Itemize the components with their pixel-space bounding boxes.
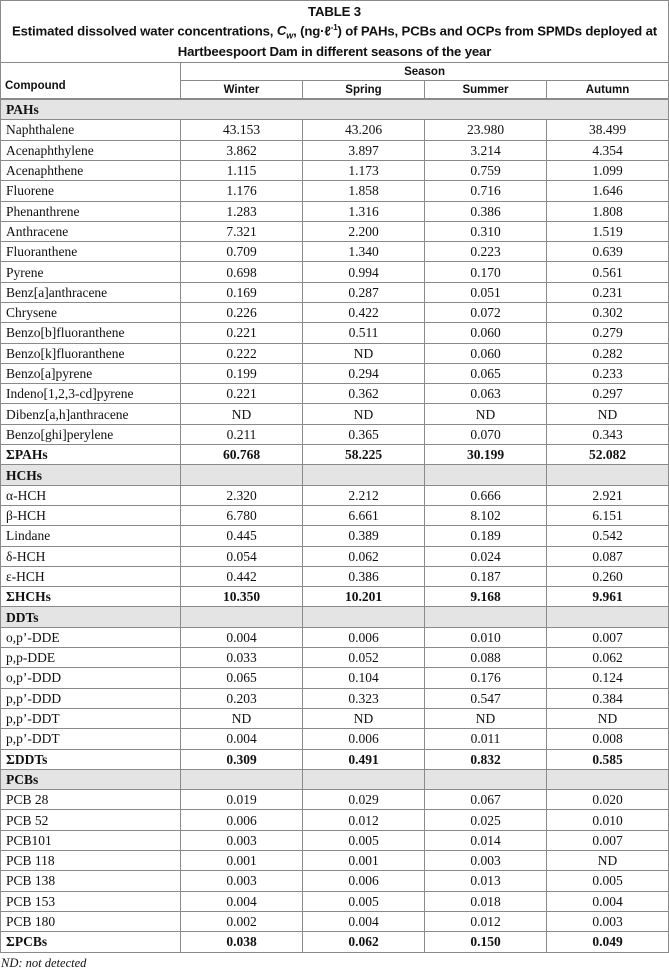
compound-name: PCB 52 bbox=[1, 810, 181, 830]
compound-name: Naphthalene bbox=[1, 120, 181, 140]
section-blank-cell bbox=[181, 465, 303, 485]
value-autumn: 0.004 bbox=[547, 891, 669, 911]
section-row-pcbs bbox=[1, 769, 669, 789]
value-summer: 0.065 bbox=[425, 363, 547, 383]
compound-name: p,p’-DDT bbox=[1, 729, 181, 749]
value-spring: 2.212 bbox=[303, 485, 425, 505]
value-winter: 10.350 bbox=[181, 587, 303, 607]
section-blank-cell bbox=[547, 99, 669, 120]
value-summer: 0.025 bbox=[425, 810, 547, 830]
table-row bbox=[1, 891, 669, 911]
value-summer: 30.199 bbox=[425, 445, 547, 465]
value-autumn: ND bbox=[547, 404, 669, 424]
compound-name: Chrysene bbox=[1, 303, 181, 323]
table-row bbox=[1, 790, 669, 810]
value-winter: 0.019 bbox=[181, 790, 303, 810]
value-spring: ND bbox=[303, 708, 425, 728]
value-autumn: 0.007 bbox=[547, 830, 669, 850]
value-spring: 0.029 bbox=[303, 790, 425, 810]
value-winter: 0.006 bbox=[181, 810, 303, 830]
compound-name: Benzo[k]fluoranthene bbox=[1, 343, 181, 363]
value-winter: 0.004 bbox=[181, 627, 303, 647]
compound-name: δ-HCH bbox=[1, 546, 181, 566]
value-autumn: 0.005 bbox=[547, 871, 669, 891]
value-spring: ND bbox=[303, 404, 425, 424]
value-autumn: 0.585 bbox=[547, 749, 669, 769]
value-autumn: 1.519 bbox=[547, 221, 669, 241]
table-row bbox=[1, 343, 669, 363]
value-autumn: 52.082 bbox=[547, 445, 669, 465]
compound-name: Acenaphthene bbox=[1, 160, 181, 180]
table-row bbox=[1, 282, 669, 302]
table-row bbox=[1, 303, 669, 323]
compound-name: Lindane bbox=[1, 526, 181, 546]
value-spring: 0.062 bbox=[303, 932, 425, 952]
table-row bbox=[1, 505, 669, 525]
value-autumn: 1.808 bbox=[547, 201, 669, 221]
compound-name: ΣPCBs bbox=[1, 932, 181, 952]
value-summer: ND bbox=[425, 404, 547, 424]
header-spring: Spring bbox=[303, 81, 425, 100]
table-row bbox=[1, 851, 669, 871]
value-autumn: 0.049 bbox=[547, 932, 669, 952]
value-winter: 0.698 bbox=[181, 262, 303, 282]
table-row bbox=[1, 485, 669, 505]
value-summer: 23.980 bbox=[425, 120, 547, 140]
value-winter: 0.038 bbox=[181, 932, 303, 952]
value-summer: 0.003 bbox=[425, 851, 547, 871]
value-summer: 0.170 bbox=[425, 262, 547, 282]
value-spring: 1.173 bbox=[303, 160, 425, 180]
value-summer: 0.060 bbox=[425, 343, 547, 363]
value-summer: 0.716 bbox=[425, 181, 547, 201]
value-summer: 0.150 bbox=[425, 932, 547, 952]
section-title: DDTs bbox=[1, 607, 181, 627]
value-winter: 1.283 bbox=[181, 201, 303, 221]
header-autumn: Autumn bbox=[547, 81, 669, 100]
value-autumn: 0.062 bbox=[547, 648, 669, 668]
table-row bbox=[1, 221, 669, 241]
value-spring: 58.225 bbox=[303, 445, 425, 465]
value-autumn: 0.302 bbox=[547, 303, 669, 323]
value-winter: ND bbox=[181, 708, 303, 728]
section-blank-cell bbox=[303, 99, 425, 120]
value-spring: 0.294 bbox=[303, 363, 425, 383]
value-summer: 0.386 bbox=[425, 201, 547, 221]
table-row bbox=[1, 688, 669, 708]
value-winter: 6.780 bbox=[181, 505, 303, 525]
compound-name: o,p’-DDD bbox=[1, 668, 181, 688]
value-winter: 1.115 bbox=[181, 160, 303, 180]
table-row bbox=[1, 424, 669, 444]
table-row bbox=[1, 140, 669, 160]
value-winter: 0.211 bbox=[181, 424, 303, 444]
value-winter: 0.222 bbox=[181, 343, 303, 363]
value-summer: 0.014 bbox=[425, 830, 547, 850]
value-winter: 0.709 bbox=[181, 242, 303, 262]
table-row bbox=[1, 810, 669, 830]
value-autumn: 0.282 bbox=[547, 343, 669, 363]
value-winter: 0.309 bbox=[181, 749, 303, 769]
section-blank-cell bbox=[547, 465, 669, 485]
value-summer: 0.832 bbox=[425, 749, 547, 769]
table-row bbox=[1, 729, 669, 749]
value-spring: 1.858 bbox=[303, 181, 425, 201]
caption-line-2: Hartbeespoort Dam in different seasons of the year bbox=[177, 44, 492, 60]
compound-name: PCB 118 bbox=[1, 851, 181, 871]
value-summer: 3.214 bbox=[425, 140, 547, 160]
table-row bbox=[1, 201, 669, 221]
value-summer: 0.189 bbox=[425, 526, 547, 546]
compound-name: p,p’-DDD bbox=[1, 688, 181, 708]
value-autumn: 0.639 bbox=[547, 242, 669, 262]
section-blank-cell bbox=[425, 607, 547, 627]
value-summer: 8.102 bbox=[425, 505, 547, 525]
value-autumn: ND bbox=[547, 851, 669, 871]
header-summer: Summer bbox=[425, 81, 547, 100]
value-winter: 0.054 bbox=[181, 546, 303, 566]
section-blank-cell bbox=[303, 607, 425, 627]
table-row bbox=[1, 546, 669, 566]
section-blank-cell bbox=[425, 465, 547, 485]
sum-row bbox=[1, 587, 669, 607]
value-winter: 0.065 bbox=[181, 668, 303, 688]
compound-name: PCB 28 bbox=[1, 790, 181, 810]
value-spring: 0.365 bbox=[303, 424, 425, 444]
value-summer: 0.088 bbox=[425, 648, 547, 668]
section-blank-cell bbox=[425, 99, 547, 120]
section-blank-cell bbox=[181, 99, 303, 120]
value-winter: 3.862 bbox=[181, 140, 303, 160]
header-compound: Compound bbox=[1, 63, 181, 100]
section-title: PAHs bbox=[1, 99, 181, 120]
footnote: ND: not detected bbox=[1, 955, 87, 970]
value-autumn: 0.008 bbox=[547, 729, 669, 749]
compound-name: Benzo[a]pyrene bbox=[1, 363, 181, 383]
value-winter: 0.001 bbox=[181, 851, 303, 871]
value-spring: 0.323 bbox=[303, 688, 425, 708]
value-autumn: 0.007 bbox=[547, 627, 669, 647]
value-autumn: 0.124 bbox=[547, 668, 669, 688]
value-summer: 0.010 bbox=[425, 627, 547, 647]
section-blank-cell bbox=[547, 769, 669, 789]
caption-unit-open: , (ng·ℓ bbox=[293, 23, 331, 39]
header-winter: Winter bbox=[181, 81, 303, 100]
value-summer: 0.067 bbox=[425, 790, 547, 810]
value-spring: 0.422 bbox=[303, 303, 425, 323]
value-autumn: 0.010 bbox=[547, 810, 669, 830]
compound-name: Acenaphthylene bbox=[1, 140, 181, 160]
value-spring: 1.340 bbox=[303, 242, 425, 262]
caption-symbol-sub: w bbox=[286, 31, 294, 42]
value-winter: 0.221 bbox=[181, 323, 303, 343]
section-row-hchs bbox=[1, 465, 669, 485]
value-spring: 0.006 bbox=[303, 871, 425, 891]
compound-name: Benzo[b]fluoranthene bbox=[1, 323, 181, 343]
compound-name: ΣDDTs bbox=[1, 749, 181, 769]
value-winter: 43.153 bbox=[181, 120, 303, 140]
value-spring: 0.001 bbox=[303, 851, 425, 871]
value-autumn: 9.961 bbox=[547, 587, 669, 607]
value-winter: 0.169 bbox=[181, 282, 303, 302]
value-autumn: 0.561 bbox=[547, 262, 669, 282]
value-winter: 0.221 bbox=[181, 384, 303, 404]
value-winter: 2.320 bbox=[181, 485, 303, 505]
value-autumn: 1.646 bbox=[547, 181, 669, 201]
table-row bbox=[1, 526, 669, 546]
compound-name: Benzo[ghi]perylene bbox=[1, 424, 181, 444]
compound-name: ΣPAHs bbox=[1, 445, 181, 465]
table-row bbox=[1, 404, 669, 424]
value-winter: 60.768 bbox=[181, 445, 303, 465]
value-summer: ND bbox=[425, 708, 547, 728]
compound-name: Anthracene bbox=[1, 221, 181, 241]
table-row bbox=[1, 120, 669, 140]
section-blank-cell bbox=[181, 769, 303, 789]
sum-row bbox=[1, 749, 669, 769]
table-row bbox=[1, 262, 669, 282]
value-summer: 0.176 bbox=[425, 668, 547, 688]
value-spring: 0.389 bbox=[303, 526, 425, 546]
value-autumn: 0.297 bbox=[547, 384, 669, 404]
compound-name: Phenanthrene bbox=[1, 201, 181, 221]
table-row bbox=[1, 871, 669, 891]
compound-name: p,p-DDE bbox=[1, 648, 181, 668]
value-spring: 0.104 bbox=[303, 668, 425, 688]
compound-name: p,p’-DDT bbox=[1, 708, 181, 728]
value-summer: 0.011 bbox=[425, 729, 547, 749]
section-title: PCBs bbox=[1, 769, 181, 789]
value-winter: 0.442 bbox=[181, 566, 303, 586]
value-summer: 0.223 bbox=[425, 242, 547, 262]
value-spring: 1.316 bbox=[303, 201, 425, 221]
sum-row bbox=[1, 445, 669, 465]
value-spring: 0.062 bbox=[303, 546, 425, 566]
table-row bbox=[1, 160, 669, 180]
table-row bbox=[1, 708, 669, 728]
section-blank-cell bbox=[547, 607, 669, 627]
value-spring: 0.994 bbox=[303, 262, 425, 282]
header-season: Season bbox=[181, 63, 669, 81]
value-spring: 0.287 bbox=[303, 282, 425, 302]
value-summer: 0.070 bbox=[425, 424, 547, 444]
compound-name: β-HCH bbox=[1, 505, 181, 525]
value-summer: 0.051 bbox=[425, 282, 547, 302]
value-summer: 0.063 bbox=[425, 384, 547, 404]
value-summer: 0.013 bbox=[425, 871, 547, 891]
value-summer: 0.310 bbox=[425, 221, 547, 241]
value-spring: 0.012 bbox=[303, 810, 425, 830]
compound-name: PCB 153 bbox=[1, 891, 181, 911]
value-spring: 0.362 bbox=[303, 384, 425, 404]
value-winter: 0.002 bbox=[181, 911, 303, 931]
value-autumn: ND bbox=[547, 708, 669, 728]
table-caption bbox=[0, 0, 669, 62]
value-autumn: 38.499 bbox=[547, 120, 669, 140]
table-body bbox=[1, 99, 669, 952]
table-row bbox=[1, 242, 669, 262]
table-row bbox=[1, 668, 669, 688]
value-winter: 0.203 bbox=[181, 688, 303, 708]
value-autumn: 0.260 bbox=[547, 566, 669, 586]
value-summer: 0.187 bbox=[425, 566, 547, 586]
value-spring: 2.200 bbox=[303, 221, 425, 241]
value-summer: 0.018 bbox=[425, 891, 547, 911]
value-spring: 0.006 bbox=[303, 627, 425, 647]
table-row bbox=[1, 830, 669, 850]
value-spring: 0.052 bbox=[303, 648, 425, 668]
table-row bbox=[1, 648, 669, 668]
table-row bbox=[1, 566, 669, 586]
compound-name: PCB101 bbox=[1, 830, 181, 850]
value-autumn: 0.279 bbox=[547, 323, 669, 343]
value-winter: 0.445 bbox=[181, 526, 303, 546]
caption-unit-close: ) of PAHs, PCBs and OCPs from SPMDs deployed at bbox=[337, 23, 658, 39]
value-spring: 0.491 bbox=[303, 749, 425, 769]
table-row bbox=[1, 181, 669, 201]
value-autumn: 0.231 bbox=[547, 282, 669, 302]
value-autumn: 2.921 bbox=[547, 485, 669, 505]
caption-line-1 bbox=[5, 20, 664, 44]
value-summer: 0.547 bbox=[425, 688, 547, 708]
table-row bbox=[1, 363, 669, 383]
compound-name: ΣHCHs bbox=[1, 587, 181, 607]
compound-name: PCB 138 bbox=[1, 871, 181, 891]
value-spring: 43.206 bbox=[303, 120, 425, 140]
value-summer: 0.666 bbox=[425, 485, 547, 505]
compound-name: Pyrene bbox=[1, 262, 181, 282]
value-spring: 0.004 bbox=[303, 911, 425, 931]
value-spring: 0.005 bbox=[303, 830, 425, 850]
compound-name: Fluorene bbox=[1, 181, 181, 201]
data-table bbox=[0, 62, 669, 952]
value-winter: 0.033 bbox=[181, 648, 303, 668]
value-autumn: 0.542 bbox=[547, 526, 669, 546]
caption-symbol: C bbox=[276, 23, 287, 39]
section-blank-cell bbox=[181, 607, 303, 627]
value-winter: 0.199 bbox=[181, 363, 303, 383]
value-winter: 0.003 bbox=[181, 830, 303, 850]
section-blank-cell bbox=[303, 769, 425, 789]
sum-row bbox=[1, 932, 669, 952]
value-winter: 0.003 bbox=[181, 871, 303, 891]
table-row bbox=[1, 323, 669, 343]
value-winter: 1.176 bbox=[181, 181, 303, 201]
compound-name: α-HCH bbox=[1, 485, 181, 505]
value-autumn: 6.151 bbox=[547, 505, 669, 525]
section-blank-cell bbox=[425, 769, 547, 789]
value-spring: 0.386 bbox=[303, 566, 425, 586]
section-blank-cell bbox=[303, 465, 425, 485]
value-summer: 0.012 bbox=[425, 911, 547, 931]
table-row bbox=[1, 911, 669, 931]
value-autumn: 0.087 bbox=[547, 546, 669, 566]
value-winter: 0.226 bbox=[181, 303, 303, 323]
value-autumn: 0.343 bbox=[547, 424, 669, 444]
section-title: HCHs bbox=[1, 465, 181, 485]
value-summer: 9.168 bbox=[425, 587, 547, 607]
compound-name: Benz[a]anthracene bbox=[1, 282, 181, 302]
value-spring: 6.661 bbox=[303, 505, 425, 525]
value-winter: 0.004 bbox=[181, 729, 303, 749]
table-label: TABLE 3 bbox=[308, 4, 361, 19]
section-row-ddts bbox=[1, 607, 669, 627]
value-winter: ND bbox=[181, 404, 303, 424]
value-spring: 3.897 bbox=[303, 140, 425, 160]
caption-prefix: Estimated dissolved water concentrations, bbox=[11, 23, 277, 39]
value-spring: ND bbox=[303, 343, 425, 363]
value-autumn: 4.354 bbox=[547, 140, 669, 160]
compound-name: ε-HCH bbox=[1, 566, 181, 586]
section-row-pahs bbox=[1, 99, 669, 120]
value-winter: 7.321 bbox=[181, 221, 303, 241]
value-autumn: 0.020 bbox=[547, 790, 669, 810]
compound-name: Fluoranthene bbox=[1, 242, 181, 262]
value-spring: 0.006 bbox=[303, 729, 425, 749]
value-autumn: 1.099 bbox=[547, 160, 669, 180]
compound-name: o,p’-DDE bbox=[1, 627, 181, 647]
value-winter: 0.004 bbox=[181, 891, 303, 911]
table-row bbox=[1, 627, 669, 647]
value-summer: 0.060 bbox=[425, 323, 547, 343]
compound-name: PCB 180 bbox=[1, 911, 181, 931]
value-autumn: 0.003 bbox=[547, 911, 669, 931]
value-spring: 0.005 bbox=[303, 891, 425, 911]
value-summer: 0.072 bbox=[425, 303, 547, 323]
table-row bbox=[1, 384, 669, 404]
value-spring: 0.511 bbox=[303, 323, 425, 343]
caption-unit-sup: -1 bbox=[330, 23, 338, 32]
compound-name: Indeno[1,2,3-cd]pyrene bbox=[1, 384, 181, 404]
value-autumn: 0.233 bbox=[547, 363, 669, 383]
value-autumn: 0.384 bbox=[547, 688, 669, 708]
value-spring: 10.201 bbox=[303, 587, 425, 607]
value-summer: 0.024 bbox=[425, 546, 547, 566]
value-summer: 0.759 bbox=[425, 160, 547, 180]
compound-name: Dibenz[a,h]anthracene bbox=[1, 404, 181, 424]
